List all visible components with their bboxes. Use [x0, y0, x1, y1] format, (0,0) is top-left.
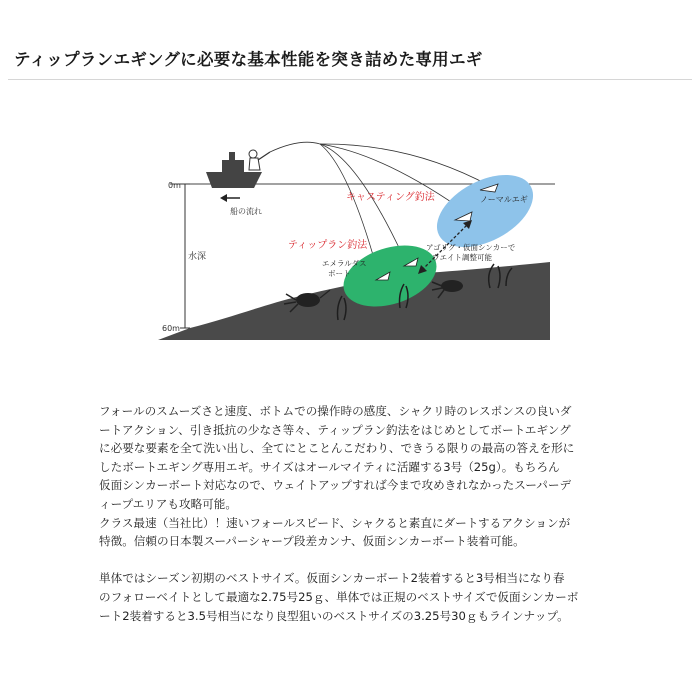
product-description: [99, 402, 619, 625]
description-line: ート2装着すると3.5号相当になり良型狙いのベストサイズの3.25号30ｇもラインナップ。: [99, 608, 569, 623]
description-line: 仮面シンカーボート対応なので、ウェイトアップすれば今まで攻めきれなかったスーパーデ: [99, 478, 572, 493]
depth-label-bottom: 60m: [162, 324, 180, 333]
normal-egi-label: ノーマルエギ: [480, 195, 528, 204]
title-divider: [8, 79, 692, 80]
description-line: したボートエギング専用エギ。サイズはオールマイティに活躍する3号（25g）。もちろん: [99, 459, 560, 474]
tiprun-method-label: ティップラン釣法: [288, 240, 368, 251]
description-line: に必要な要素を全て洗い出し、全てにとことんこだわり、できうる限りの最高の答えを形に: [99, 441, 575, 456]
description-line: クラス最速（当社比）！速いフォールスピード、シャクると素直にダートするアクションが: [99, 515, 571, 530]
description-line: フォールのスムーズさと速度、ボトムでの操作時の感度、シャクリ時のレスポンスの良いダ: [99, 404, 572, 418]
casting-method-label: キャスティング釣法: [346, 192, 435, 203]
weight-note-label-2: ウエイト調整可能: [432, 253, 492, 262]
page-title: ティップランエギングに必要な基本性能を突き詰めた専用エギ: [14, 50, 483, 69]
description-line: ートアクション、引き抵抗の少なさ等々、ティップラン釣法をはじめとしてボートエギング: [99, 422, 571, 437]
depth-label-top: 0m: [168, 181, 181, 190]
description-line: 特徴。信頼の日本製スーパーシャープ段差カンナ、仮面シンカーボート装着可能。: [99, 534, 525, 549]
fishing-method-diagram: [150, 128, 560, 350]
description-line: 単体ではシーズン初期のベストサイズ。仮面シンカーボート2装着すると3号相当になり春: [99, 571, 565, 586]
emerald-dus-label: エメラルダス: [322, 259, 367, 268]
water-depth-label: 水深: [188, 252, 207, 262]
boat-icon: [206, 150, 270, 188]
weight-note-label: アゴリグ・仮面シンカーで: [426, 243, 516, 252]
emerald-dus-label-2: ボート: [328, 269, 351, 278]
description-line: のフォローベイトとして最適な2.75号25ｇ、単体では正規のベストサイズで仮面シンカーボ: [99, 589, 579, 604]
description-line: ィープエリアも攻略可能。: [99, 496, 237, 511]
boat-drift-label: 船の流れ: [230, 207, 262, 216]
boat-drift-arrow-icon: [220, 194, 240, 202]
